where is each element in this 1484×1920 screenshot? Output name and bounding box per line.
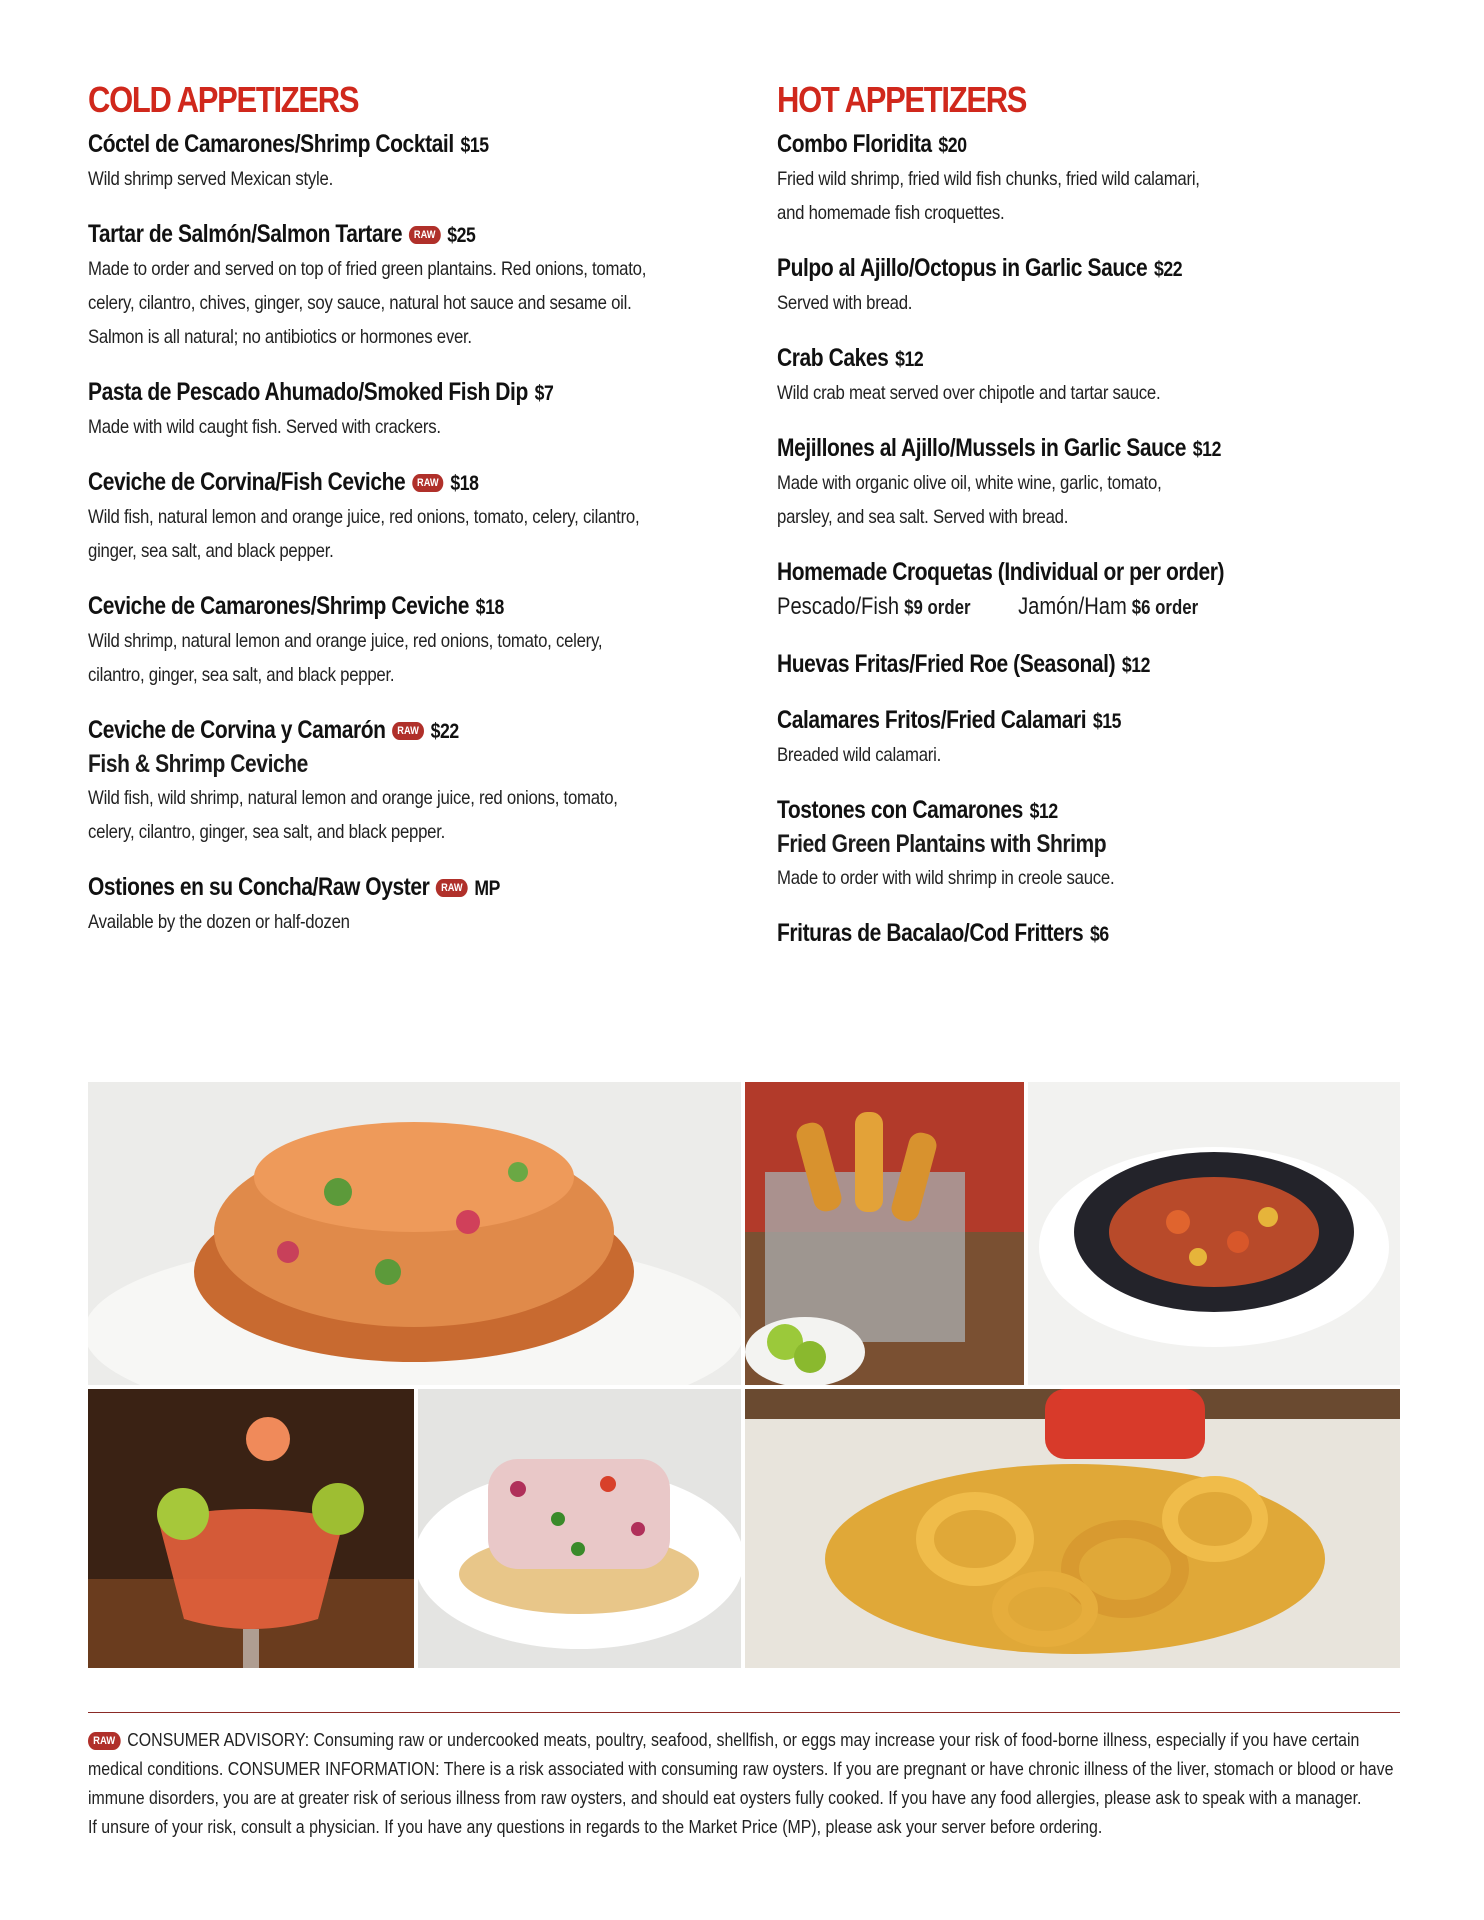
raw-badge-icon: RAW [409, 226, 441, 244]
item-name: Pasta de Pescado Ahumado/Smoked Fish Dip [88, 378, 528, 406]
option-label: Jamón/Ham [1018, 593, 1127, 620]
item-description: Made with wild caught fish. Served with crackers. [88, 416, 441, 438]
item-name: Combo Floridita [777, 130, 932, 158]
advisory-text: immune disorders, you are at greater risk of serious illness from raw oysters, and should eat oysters fully cooked. If you have any food allergies, please ask to speak with a manager. [88, 1787, 1362, 1808]
photo-ceviche [418, 1389, 741, 1668]
option-price: $9 order [904, 597, 971, 619]
hot-appetizers-section [777, 78, 1417, 973]
raw-badge-icon: RAW [88, 1732, 120, 1750]
item-description: Salmon is all natural; no antibiotics or hormones ever. [88, 326, 472, 348]
item-description: celery, cilantro, chives, ginger, soy sauce, natural hot sauce and sesame oil. [88, 292, 632, 314]
raw-badge-icon: RAW [412, 474, 444, 492]
item-price: $18 [475, 596, 504, 619]
menu-item [88, 128, 728, 196]
menu-item [777, 556, 1417, 626]
item-price: $25 [447, 224, 476, 247]
item-name: Homemade Croquetas (Individual or per order) [777, 558, 1225, 586]
item-price: $15 [460, 134, 489, 157]
item-price: $12 [1029, 800, 1058, 823]
item-price: $12 [1121, 654, 1151, 677]
item-description: Breaded wild calamari. [777, 744, 941, 766]
item-name: Frituras de Bacalao/Cod Fritters [777, 919, 1084, 947]
menu-item [777, 917, 1417, 951]
raw-badge-icon: RAW [436, 879, 468, 897]
item-description: celery, cilantro, ginger, sea salt, and black pepper. [88, 821, 446, 843]
item-description: Fried wild shrimp, fried wild fish chunks, fried wild calamari, [777, 168, 1200, 190]
divider [88, 1712, 1400, 1713]
menu-item [777, 432, 1417, 534]
item-name: Calamares Fritos/Fried Calamari [777, 706, 1087, 734]
item-description: Made to order and served on top of fried green plantains. Red onions, tomato, [88, 258, 647, 280]
item-name: Pulpo al Ajillo/Octopus in Garlic Sauce [777, 254, 1148, 282]
item-subtitle: Fish & Shrimp Ceviche [88, 750, 308, 778]
advisory-text: CONSUMER ADVISORY: Consuming raw or undercooked meats, poultry, seafood, shellfish, or eggs may increase your risk of food-borne illness, especially if you have certain [127, 1729, 1360, 1750]
menu-item [88, 590, 728, 692]
photo-shrimp-cocktail [88, 1389, 414, 1668]
item-price: $7 [534, 382, 554, 405]
menu-item [88, 466, 728, 568]
menu-item [777, 342, 1417, 410]
item-price: $22 [1153, 258, 1183, 281]
raw-badge-icon: RAW [392, 722, 424, 740]
item-description: ginger, sea salt, and black pepper. [88, 540, 334, 562]
item-name: Ceviche de Corvina/Fish Ceviche [88, 468, 406, 496]
menu-item [777, 128, 1417, 230]
item-description: and homemade fish croquettes. [777, 202, 1005, 224]
item-description: Wild shrimp, natural lemon and orange juice, red onions, tomato, celery, [88, 630, 603, 652]
photo-mussels [1028, 1082, 1400, 1385]
advisory-text: medical conditions. CONSUMER INFORMATION: There is a risk associated with consuming raw oysters. If you are pregnant or have chronic illness of the liver, stomach or blood or have [88, 1758, 1394, 1779]
photo-croquettes-basket [745, 1082, 1024, 1385]
item-description: Wild fish, wild shrimp, natural lemon and orange juice, red onions, tomato, [88, 787, 618, 809]
advisory-text: If unsure of your risk, consult a physician. If you have any questions in regards to the Market Price (MP), please ask your server before ordering. [88, 1816, 1103, 1837]
option-label: Pescado/Fish [777, 593, 900, 620]
item-description: Served with bread. [777, 292, 913, 314]
item-description: Made with organic olive oil, white wine, garlic, tomato, [777, 472, 1162, 494]
item-price: $12 [1192, 438, 1221, 461]
consumer-advisory [88, 1725, 1395, 1841]
item-name: Ostiones en su Concha/Raw Oyster [88, 873, 430, 901]
item-subtitle: Fried Green Plantains with Shrimp [777, 830, 1107, 858]
item-price: $20 [938, 134, 967, 157]
item-name: Ceviche de Corvina y Camarón [88, 716, 386, 744]
item-description: Wild crab meat served over chipotle and tartar sauce. [777, 382, 1161, 404]
menu-item [777, 648, 1417, 682]
section-title-cold: COLD APPETIZERS [88, 79, 359, 120]
photo-fried-calamari [745, 1389, 1400, 1668]
menu-item [777, 704, 1417, 772]
item-price: $15 [1092, 710, 1122, 733]
croquetas-options [777, 589, 1315, 626]
menu-item [777, 252, 1417, 320]
section-title-hot: HOT APPETIZERS [777, 79, 1027, 120]
item-name: Huevas Fritas/Fried Roe (Seasonal) [777, 650, 1116, 678]
photo-salmon-tartare [88, 1082, 741, 1385]
item-description: Wild shrimp served Mexican style. [88, 168, 333, 190]
item-description: Wild fish, natural lemon and orange juice, red onions, tomato, celery, cilantro, [88, 506, 640, 528]
item-name: Tostones con Camarones [777, 796, 1023, 824]
item-price: MP [474, 877, 501, 900]
item-name: Cóctel de Camarones/Shrimp Cocktail [88, 130, 454, 158]
cold-appetizers-section [88, 78, 728, 961]
item-price: $22 [430, 720, 459, 743]
item-name: Crab Cakes [777, 344, 889, 372]
option-price: $6 order [1131, 597, 1199, 619]
item-description: Made to order with wild shrimp in creole sauce. [777, 867, 1115, 889]
item-price: $18 [450, 472, 479, 495]
item-price: $12 [895, 348, 924, 371]
item-name: Tartar de Salmón/Salmon Tartare [88, 220, 403, 248]
menu-item [88, 714, 728, 849]
menu-item [88, 218, 728, 354]
item-name: Mejillones al Ajillo/Mussels in Garlic Sauce [777, 434, 1187, 462]
menu-item [88, 871, 728, 939]
item-price: $6 [1090, 923, 1109, 946]
item-description: cilantro, ginger, sea salt, and black pepper. [88, 664, 395, 686]
menu-item [777, 794, 1417, 895]
item-name: Ceviche de Camarones/Shrimp Ceviche [88, 592, 469, 620]
menu-item [88, 376, 728, 444]
item-description: Available by the dozen or half-dozen [88, 911, 350, 933]
item-description: parsley, and sea salt. Served with bread. [777, 506, 1069, 528]
